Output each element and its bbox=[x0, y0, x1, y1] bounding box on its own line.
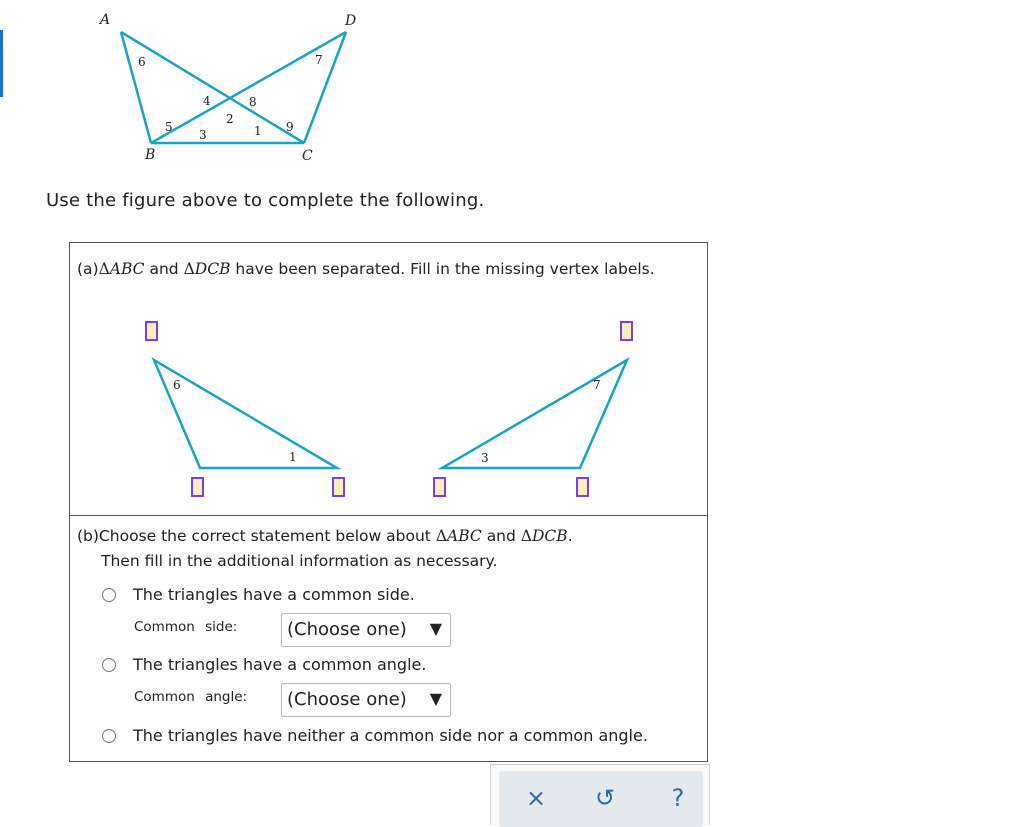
clear-icon[interactable]: × bbox=[525, 784, 547, 812]
right-triangle-number-7: 7 bbox=[593, 378, 601, 392]
triangle-abc bbox=[154, 360, 337, 468]
figure-diagram bbox=[0, 0, 1009, 170]
panel-divider bbox=[70, 515, 707, 516]
vertex-input-left-bottom-right[interactable] bbox=[332, 477, 345, 497]
vertex-label-c: C bbox=[302, 148, 313, 164]
vertex-label-d: D bbox=[345, 13, 357, 29]
part-b-line2: Then fill in the additional information as necessary. bbox=[101, 552, 498, 570]
segment-ac bbox=[121, 32, 304, 143]
separated-triangles bbox=[70, 243, 707, 513]
common-angle-label: Common angle: bbox=[134, 689, 248, 705]
option-common-side-label: The triangles have a common side. bbox=[133, 585, 415, 604]
part-a-text: (a)ΔABC and ΔDCB have been separated. Fill in the missing vertex labels. bbox=[77, 260, 655, 278]
option-neither-label: The triangles have neither a common side nor a common angle. bbox=[133, 726, 648, 745]
vertex-input-left-top[interactable] bbox=[145, 321, 158, 341]
angle-number-7: 7 bbox=[315, 53, 323, 67]
common-side-select[interactable]: (Choose one) ▼ bbox=[281, 613, 451, 647]
vertex-input-right-bottom-right[interactable] bbox=[576, 477, 589, 497]
question-panel bbox=[69, 242, 708, 762]
toolbar-inner bbox=[499, 771, 703, 827]
left-triangle-number-1: 1 bbox=[289, 450, 297, 464]
right-triangle-number-3: 3 bbox=[481, 451, 489, 465]
angle-number-2: 2 bbox=[226, 112, 234, 126]
angle-number-8: 8 bbox=[249, 95, 257, 109]
angle-number-4: 4 bbox=[203, 94, 211, 108]
dropdown-arrow-icon: ▼ bbox=[429, 619, 442, 638]
vertex-label-b: B bbox=[145, 147, 156, 163]
vertex-input-right-top[interactable] bbox=[620, 321, 633, 341]
left-triangle-number-6: 6 bbox=[173, 378, 181, 392]
vertex-input-left-bottom-left[interactable] bbox=[191, 477, 204, 497]
radio-common-side[interactable] bbox=[102, 588, 116, 602]
segment-db bbox=[151, 32, 346, 143]
common-angle-select[interactable]: (Choose one) ▼ bbox=[281, 683, 451, 717]
triangle-dcb bbox=[442, 360, 627, 468]
angle-number-9: 9 bbox=[286, 120, 294, 134]
instruction-text: Use the figure above to complete the following. bbox=[46, 190, 485, 211]
angle-number-1: 1 bbox=[254, 124, 262, 138]
radio-common-angle[interactable] bbox=[102, 658, 116, 672]
option-common-angle-label: The triangles have a common angle. bbox=[133, 655, 427, 674]
vertex-label-a: A bbox=[100, 12, 111, 28]
help-icon[interactable]: ? bbox=[671, 784, 685, 812]
angle-number-6: 6 bbox=[138, 55, 146, 69]
segment-cd bbox=[304, 32, 346, 143]
vertex-input-right-bottom-left[interactable] bbox=[433, 477, 446, 497]
part-b-text: (b)Choose the correct statement below about ΔABC and ΔDCB. bbox=[77, 527, 573, 545]
undo-icon[interactable]: ↺ bbox=[594, 784, 616, 812]
dropdown-arrow-icon: ▼ bbox=[429, 689, 442, 708]
common-side-label: Common side: bbox=[134, 619, 238, 635]
angle-number-3: 3 bbox=[199, 128, 207, 142]
answer-toolbar bbox=[490, 764, 710, 825]
radio-neither[interactable] bbox=[102, 729, 116, 743]
angle-number-5: 5 bbox=[165, 120, 173, 134]
